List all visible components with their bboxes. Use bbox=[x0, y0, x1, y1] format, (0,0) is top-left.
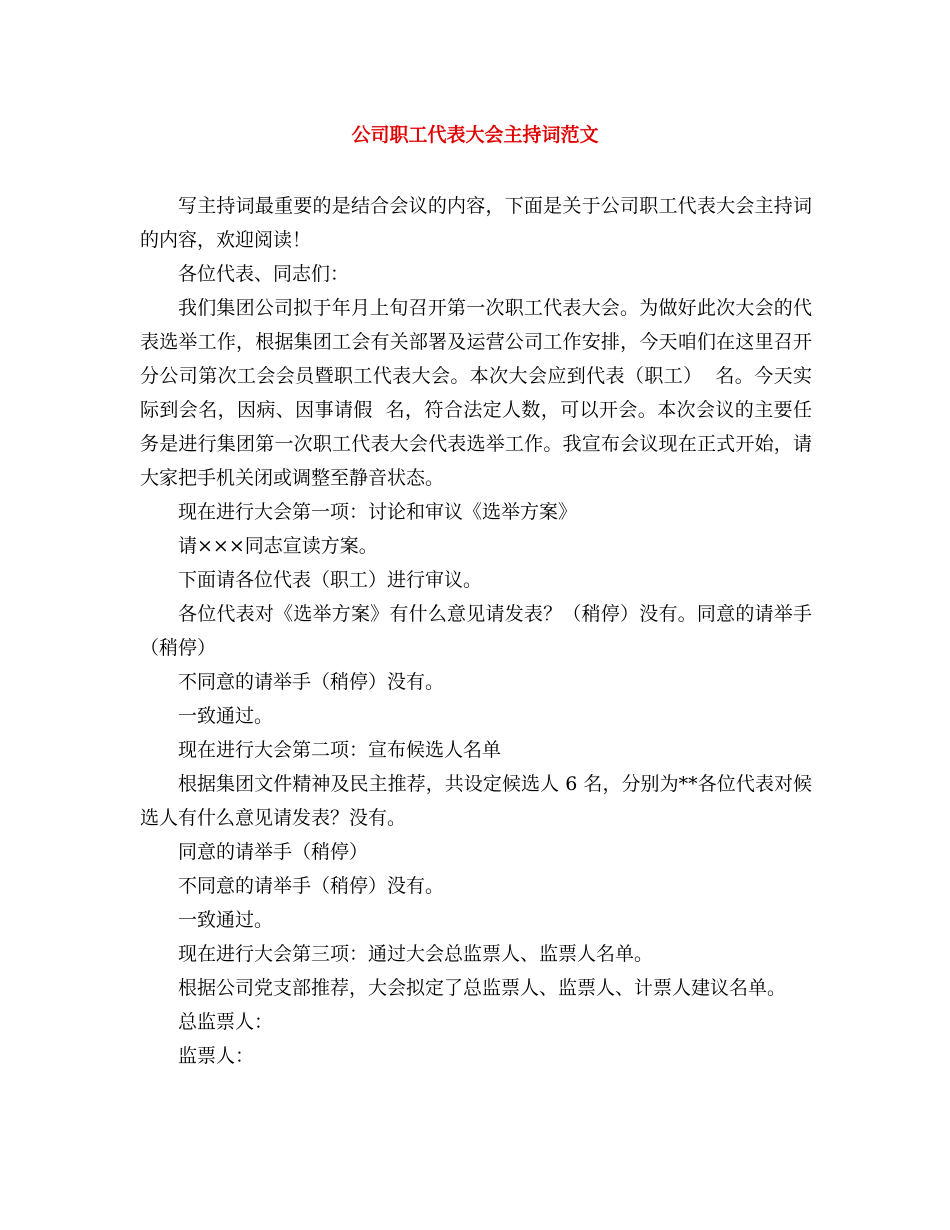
paragraph-passed-2: 一致通过。 bbox=[178, 909, 274, 931]
paragraph-candidates: 根据集团文件精神及民主推荐，共设定候选人 6 名，分别为**各位代表对候选人有什么意见请发表？没有。 bbox=[140, 773, 812, 829]
paragraph-review: 下面请各位代表（职工）进行审议。 bbox=[178, 569, 483, 591]
paragraph-item-one: 现在进行大会第一项：讨论和审议《选举方案》 bbox=[178, 501, 578, 523]
paragraph-passed-1: 一致通过。 bbox=[178, 705, 274, 727]
paragraph-disagree-2: 不同意的请举手（稍停）没有。 bbox=[178, 875, 445, 897]
paragraph-disagree-1: 不同意的请举手（稍停）没有。 bbox=[178, 671, 445, 693]
paragraph-opinions: 各位代表对《选举方案》有什么意见请发表？（稍停）没有。同意的请举手（稍停） bbox=[140, 603, 812, 659]
paragraph-read-plan: 请×××同志宣读方案。 bbox=[178, 535, 378, 557]
paragraph-scrutineer: 监票人： bbox=[178, 1045, 255, 1067]
paragraph-item-two: 现在进行大会第二项：宣布候选人名单 bbox=[178, 739, 502, 761]
paragraph-recommendation: 根据公司党支部推荐，大会拟定了总监票人、监票人、计票人建议名单。 bbox=[178, 977, 787, 999]
paragraph-opening: 我们集团公司拟于年月上旬召开第一次职工代表大会。为做好此次大会的代表选举工作，根据集团工会有关部署及运营公司工作安排，今天咱们在这里召开分公司第次工会会员暨职工代表大会。本次大会应到代表（职工） 名。今天实际到会名，因病、因事请假 名，符合法定人数，可以开会。本次会议的主要任务是进行集团第一次职工代表大会代表选举工作。我宣布会议现在正式开始，请大家把手机关闭或调整至静音状态。 bbox=[140, 297, 812, 489]
paragraph-agree: 同意的请举手（稍停） bbox=[178, 841, 369, 863]
paragraph-greeting: 各位代表、同志们： bbox=[178, 263, 350, 285]
document-body bbox=[140, 189, 812, 1073]
paragraph-chief-scrutineer: 总监票人： bbox=[178, 1011, 274, 1033]
document-title: 公司职工代表大会主持词范文 bbox=[351, 124, 599, 146]
paragraph-item-three: 现在进行大会第三项：通过大会总监票人、监票人名单。 bbox=[178, 943, 654, 965]
paragraph-intro: 写主持词最重要的是结合会议的内容，下面是关于公司职工代表大会主持词的内容，欢迎阅读！ bbox=[140, 195, 812, 251]
